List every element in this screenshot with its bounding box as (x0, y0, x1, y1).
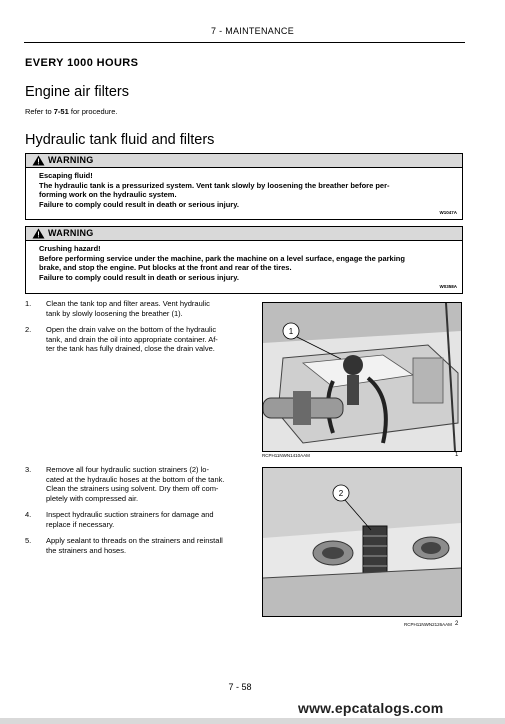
warning-label: WARNING (48, 228, 94, 238)
watermark-text: www.epcatalogs.com (298, 700, 444, 716)
warning-code: W1047A (439, 210, 457, 215)
header-rule (24, 42, 465, 43)
footer-bar (0, 718, 505, 724)
figure-1-number: 1 (455, 452, 459, 458)
figure-callout-2: 2 (338, 489, 344, 498)
warning-code: W0358A (439, 284, 457, 289)
warning-header (26, 227, 462, 241)
step-number: 5. (25, 536, 32, 545)
engine-air-filters-heading: Engine air filters (25, 84, 129, 100)
hydraulic-tank-heading: Hydraulic tank fluid and filters (25, 132, 215, 148)
figure-callout-1: 1 (288, 327, 294, 336)
step-line: the strainers and hoses. (46, 545, 127, 555)
figure-2-number: 2 (455, 621, 459, 627)
step-line: Clean the tank top and filter areas. Vent hydraulic (46, 299, 210, 308)
hydraulic-tank-illustration (263, 303, 461, 451)
step-line: Open the drain valve on the bottom of the hydraulic (46, 325, 217, 334)
warning-text (39, 171, 390, 209)
section-title: EVERY 1000 HOURS (25, 57, 139, 69)
warning-line: Before performing service under the machine, park the machine on a level surface, engage the parking (39, 253, 405, 263)
step-line: pletely with compressed air. (46, 493, 139, 503)
refer-text (25, 107, 118, 117)
step-number: 4. (25, 510, 32, 519)
step-line: cated at the hydraulic hoses at the bottom of the tank. (46, 474, 225, 484)
refer-suffix: for procedure. (68, 107, 118, 116)
step-line: Inspect hydraulic suction strainers for damage and (46, 510, 214, 519)
warning-line: Failure to comply could result in death or serious injury. (39, 272, 239, 282)
suction-strainer-illustration (263, 468, 461, 616)
step-line: tank by slowly loosening the breather (1). (46, 308, 183, 318)
figure-1-caption: RCPH11NWN1410AAM (262, 453, 310, 458)
warning-box-crushing-hazard (25, 226, 463, 294)
step-line: ter the tank has fully drained, close the drain valve. (46, 344, 215, 354)
step-text (46, 510, 251, 529)
warning-line: Crushing hazard! (39, 244, 101, 253)
warning-line: Escaping fluid! (39, 171, 93, 180)
chapter-header: 7 - MAINTENANCE (210, 26, 294, 36)
refer-page-ref: 7-51 (53, 107, 69, 116)
figure-suction-strainer-photo (262, 467, 462, 617)
warning-box-escaping-fluid (25, 153, 463, 220)
page-number: 7 - 58 (228, 682, 252, 692)
step-text (46, 536, 251, 555)
warning-text (39, 244, 405, 282)
warning-line: brake, and stop the engine. Put blocks at the front and rear of the tires. (39, 263, 292, 273)
figure-2-caption: RCPH11NWN2126AAM (404, 622, 452, 627)
step-text (46, 299, 251, 318)
warning-line: forming work on the hydraulic system. (39, 190, 177, 200)
step-text (46, 325, 251, 354)
figure-hydraulic-tank-photo (262, 302, 462, 452)
warning-triangle-icon (32, 155, 45, 166)
step-line: Remove all four hydraulic suction strainers (2) lo- (46, 465, 209, 474)
step-number: 3. (25, 465, 32, 474)
step-line: Apply sealant to threads on the strainers and reinstall (46, 536, 223, 545)
refer-prefix: Refer to (25, 107, 54, 116)
warning-header (26, 154, 462, 168)
step-line: Clean the strainers using solvent. Dry them off com- (46, 484, 219, 494)
step-number: 2. (25, 325, 32, 334)
warning-label: WARNING (48, 155, 94, 165)
step-line: tank, and drain the oil into appropriate container. Af- (46, 334, 218, 344)
step-number: 1. (25, 299, 32, 308)
warning-triangle-icon (32, 228, 45, 239)
warning-line: Failure to comply could result in death or serious injury. (39, 199, 239, 209)
step-line: replace if necessary. (46, 519, 115, 529)
warning-line: The hydraulic tank is a pressurized system. Vent tank slowly by loosening the breather before per- (39, 180, 390, 190)
step-text (46, 465, 251, 503)
